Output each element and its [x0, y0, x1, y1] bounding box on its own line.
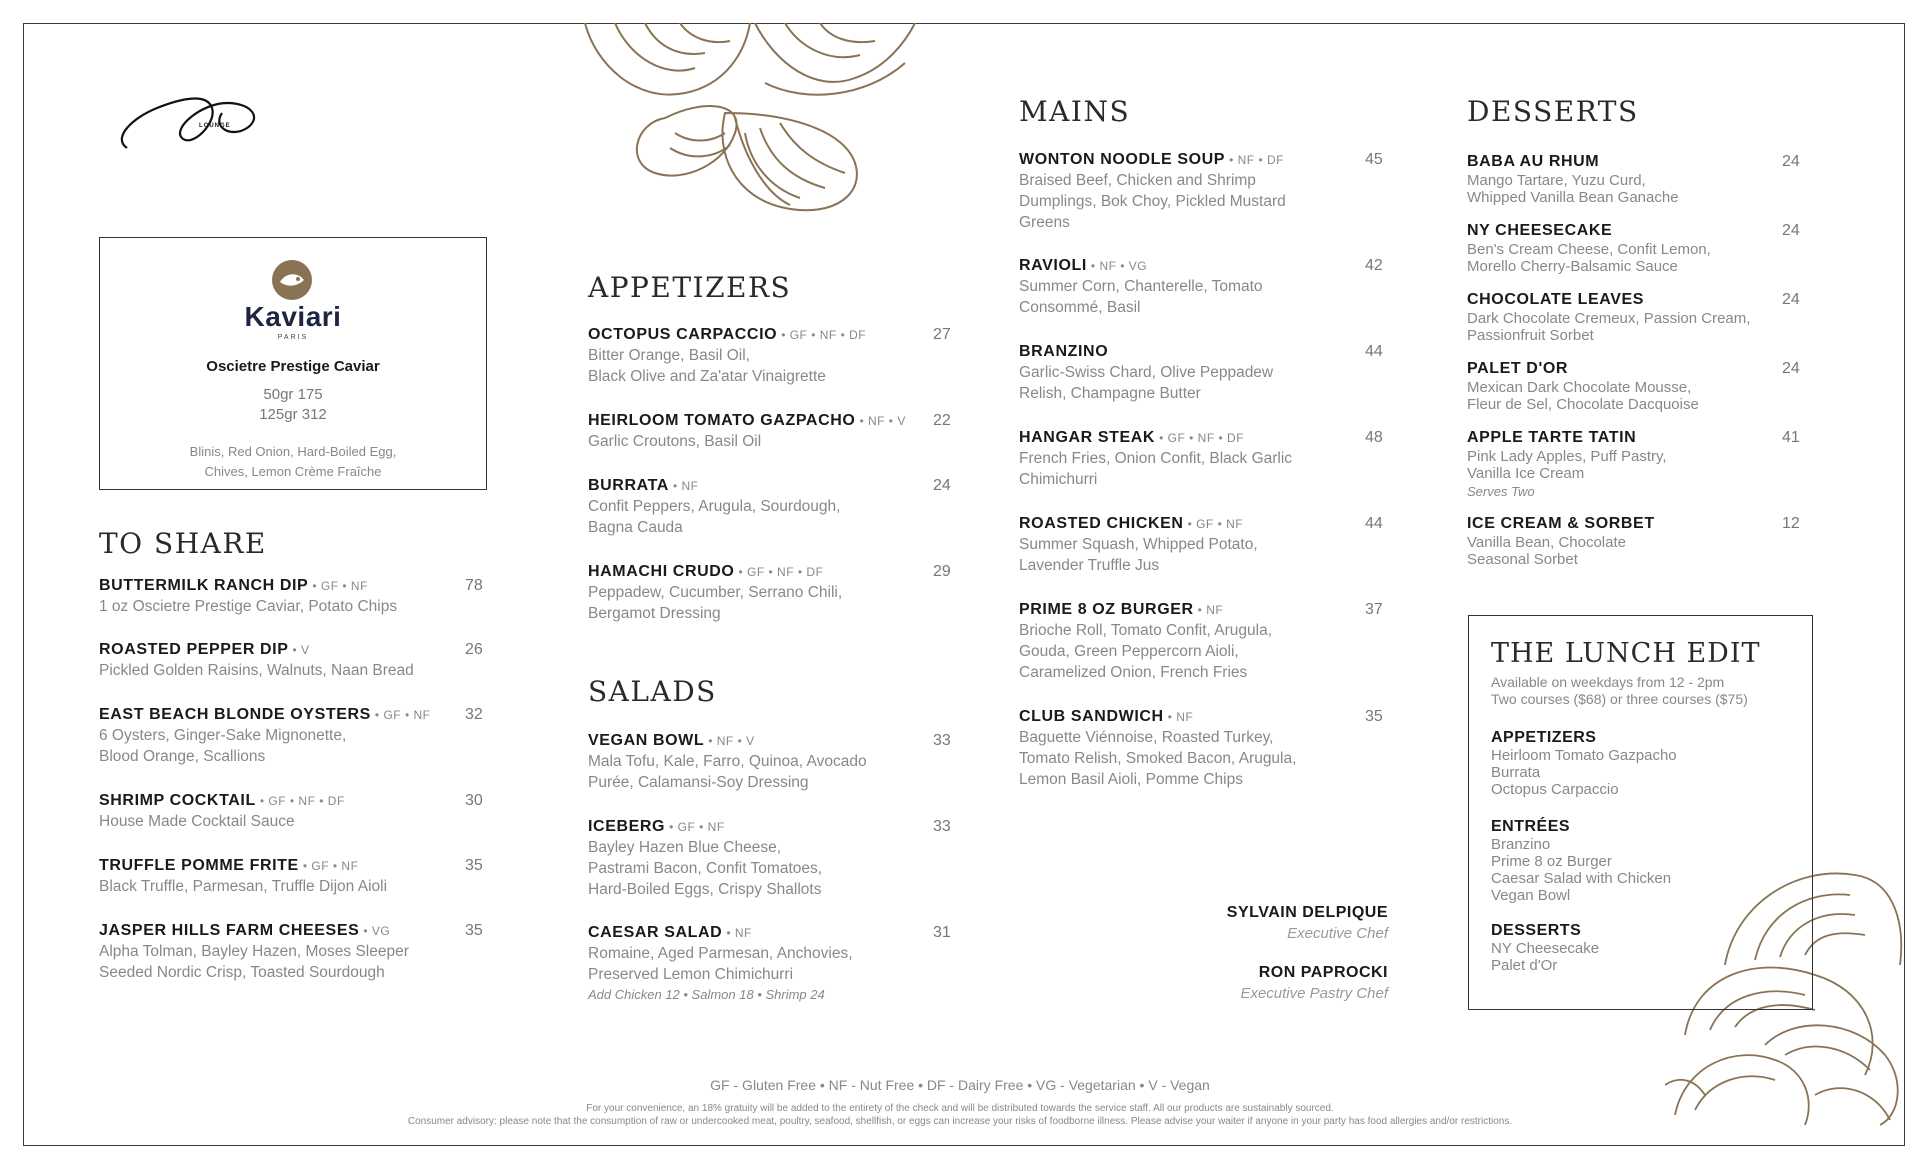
dietary-tags: • NF: [1167, 710, 1194, 724]
menu-item-name-row: [1019, 257, 1263, 275]
dietary-tags: • GF • NF: [312, 579, 368, 593]
menu-item: [1467, 515, 1800, 568]
lunch-entrees-heading: ENTRÉES: [1491, 818, 1571, 835]
caviar-title: Oscietre Prestige Caviar: [206, 358, 380, 375]
menu-item-description: French Fries, Onion Confit, Black Garlic Chimichurri: [1019, 450, 1293, 488]
chef-pastry: [1240, 964, 1388, 1002]
menu-item: [588, 563, 951, 624]
menu-item-name-row: [1019, 708, 1296, 726]
menu-item-name-row: [1019, 151, 1286, 169]
menu-item-name-row: [1019, 515, 1258, 533]
menu-item-description: Vanilla Bean, Chocolate Seasonal Sorbet: [1467, 534, 1626, 568]
menu-item-name: CAESAR SALAD: [588, 924, 723, 941]
menu-item: [1019, 515, 1383, 576]
appetizers-title: APPETIZERS: [588, 271, 792, 304]
lunch-desserts-heading: DESSERTS: [1491, 922, 1582, 939]
dietary-tags: • GF • NF: [669, 820, 725, 834]
menu-item-name: HAMACHI CRUDO: [588, 563, 735, 580]
menu-item-description: Pink Lady Apples, Puff Pastry, Vanilla Ice Cream: [1467, 448, 1667, 482]
dietary-legend: GF - Gluten Free • NF - Nut Free • DF - Dairy Free • VG - Vegetarian • V - Vegan: [710, 1077, 1210, 1093]
to-share-title: TO SHARE: [99, 527, 267, 560]
menu-item-note: Serves Two: [1467, 484, 1535, 499]
kaviari-brand: Kaviari: [244, 301, 342, 332]
menu-item: [1467, 360, 1800, 413]
menu-item-description: Garlic Croutons, Basil Oil: [588, 433, 762, 450]
menu-item-description: Garlic-Swiss Chard, Olive Peppadew Relish, Champagne Butter: [1019, 364, 1274, 402]
menu-item-price: 31: [933, 924, 951, 941]
menu-item-price: 48: [1365, 429, 1383, 446]
lunch-title: THE LUNCH EDIT: [1491, 638, 1761, 669]
dietary-tags: • GF • NF • DF: [738, 565, 824, 579]
menu-item-name-row: [588, 477, 840, 495]
menu-item-description: Mexican Dark Chocolate Mousse, Fleur de Sel, Chocolate Dacquoise: [1467, 379, 1699, 413]
chef-name: SYLVAIN DELPIQUE: [1226, 904, 1388, 921]
floral-illustration-top: [575, 23, 955, 243]
dietary-tags: • VG: [363, 924, 391, 938]
menu-item-price: 33: [933, 732, 951, 749]
dietary-tags: • NF • V: [859, 414, 906, 428]
menu-item-description: Ben's Cream Cheese, Confit Lemon, Morello Cherry-Balsamic Sauce: [1467, 241, 1711, 275]
dietary-tags: • GF • NF: [1187, 517, 1244, 531]
dietary-tags: • NF: [726, 926, 752, 940]
menu-item-price: 22: [933, 412, 951, 429]
menu-item: [1019, 601, 1383, 683]
menu-item-name-row: [588, 326, 866, 344]
menu-item-name: ROASTED CHICKEN: [1019, 515, 1184, 532]
mains-title: MAINS: [1019, 95, 1131, 128]
menu-item-name-row: [99, 706, 431, 724]
menu-item-price: 30: [465, 792, 483, 809]
gratuity-note: For your convenience, an 18% gratuity will be added to the entirety of the check and will be distributed towards the service staff. All our products are sustainably sourced.: [586, 1103, 1334, 1114]
caviar-card: [99, 237, 487, 490]
menu-item-price: 35: [465, 857, 483, 874]
menu-item-name: HEIRLOOM TOMATO GAZPACHO: [588, 412, 856, 429]
menu-item-description: 6 Oysters, Ginger-Sake Mignonette, Blood Orange, Scallions: [99, 727, 347, 765]
menu-item-price: 42: [1365, 257, 1383, 274]
menu-item-name: ICE CREAM & SORBET: [1467, 515, 1655, 532]
menu-item-name-row: [1467, 222, 1711, 240]
menu-item: [1019, 429, 1383, 490]
menu-item-name: EAST BEACH BLONDE OYSTERS: [99, 706, 371, 723]
dietary-tags: • NF: [672, 479, 699, 493]
menu-item-price: 37: [1365, 601, 1383, 618]
menu-item-description: Bitter Orange, Basil Oil, Black Olive and Za'atar Vinaigrette: [588, 347, 826, 385]
menu-item: [588, 477, 951, 538]
menu-item: [1467, 429, 1800, 499]
desserts-title: DESSERTS: [1467, 95, 1639, 128]
menu-item-description: Romaine, Aged Parmesan, Anchovies, Preserved Lemon Chimichurri: [588, 945, 853, 983]
consumer-advisory: Consumer advisory: please note that the consumption of raw or undercooked meat, poultry, seafood, shellfish, or eggs can increase your risks of foodborne illness. Please advise your waiter if anyone in your party has food allergies and/or restrictions.: [407, 1116, 1513, 1127]
menu-item-name-row: [99, 857, 387, 875]
menu-item-price: 33: [933, 818, 951, 835]
menu-item: [588, 732, 951, 793]
caviar-size-125: 125gr 312: [259, 406, 327, 423]
menu-item-name-row: [99, 641, 414, 659]
menu-item-price: 12: [1782, 515, 1800, 532]
menu-item: [1019, 708, 1383, 790]
menu-item-price: 26: [465, 641, 483, 658]
lunch-availability: Available on weekdays from 12 - 2pm: [1491, 674, 1725, 690]
menu-item-name: HANGAR STEAK: [1019, 429, 1156, 446]
dietary-tags: • GF • NF • DF: [259, 794, 345, 808]
menu-item-description: Brioche Roll, Tomato Confit, Arugula, Gouda, Green Peppercorn Aioli, Caramelized Onion, French Fries: [1019, 622, 1273, 681]
menu-item-name: JASPER HILLS FARM CHEESES: [99, 922, 360, 939]
menu-item-name-row: [588, 563, 842, 581]
menu-item: [1467, 153, 1800, 206]
menu-item-name: RAVIOLI: [1019, 257, 1087, 274]
menu-item: [588, 818, 951, 900]
menu-item-name-row: [1467, 291, 1750, 309]
menu-item-price: 24: [1782, 153, 1800, 170]
lunch-entrees-list: Branzino Prime 8 oz Burger Caesar Salad with Chicken Vegan Bowl: [1491, 836, 1672, 904]
menu-item: [1019, 151, 1383, 233]
menu-item-name: PRIME 8 OZ BURGER: [1019, 601, 1194, 618]
menu-item: [1019, 257, 1383, 318]
menu-item-name-row: [1019, 601, 1272, 619]
menu-item: [99, 641, 483, 681]
caviar-size-50: 50gr 175: [263, 386, 323, 403]
menu-item-name-row: [1019, 429, 1292, 447]
dietary-tags: • NF • DF: [1229, 153, 1284, 167]
menu-item-description: Braised Beef, Chicken and Shrimp Dumplings, Bok Choy, Pickled Mustard Greens: [1019, 172, 1286, 231]
menu-item-description: Confit Peppers, Arugula, Sourdough, Bagna Cauda: [588, 498, 841, 536]
menu-item-name-row: [1467, 153, 1679, 171]
menu-item-description: Black Truffle, Parmesan, Truffle Dijon Aioli: [99, 878, 388, 895]
menu-item-name-row: [1467, 515, 1655, 533]
menu-item-name-row: [99, 792, 345, 810]
menu-item-price: 78: [465, 577, 483, 594]
menu-item-description: Dark Chocolate Cremeux, Passion Cream, Passionfruit Sorbet: [1467, 310, 1751, 344]
dietary-tags: • GF • NF • DF: [781, 328, 867, 342]
menu-item-name: BURRATA: [588, 477, 669, 494]
menu-item-name-row: [1467, 429, 1667, 447]
dietary-tags: • NF: [1197, 603, 1224, 617]
menu-item-description: Pickled Golden Raisins, Walnuts, Naan Bread: [99, 662, 414, 679]
logo-label: LOUNGE: [199, 123, 231, 129]
menu-item-name: SHRIMP COCKTAIL: [99, 792, 256, 809]
chef-title: Executive Pastry Chef: [1240, 985, 1388, 1002]
menu-item-name-row: [588, 924, 853, 942]
menu-item-price: 32: [465, 706, 483, 723]
caviar-desc-1: Blinis, Red Onion, Hard-Boiled Egg,: [189, 444, 397, 459]
menu-item-name: BABA AU RHUM: [1467, 153, 1600, 170]
lounge-logo: [112, 78, 292, 158]
menu-item-name: BUTTERMILK RANCH DIP: [99, 577, 309, 594]
menu-item-name: ROASTED PEPPER DIP: [99, 641, 289, 658]
menu-item-price: 24: [1782, 291, 1800, 308]
menu-item-name-row: [99, 922, 409, 940]
menu-item-name: VEGAN BOWL: [588, 732, 705, 749]
chef-name: RON PAPROCKI: [1258, 964, 1388, 981]
menu-item-price: 29: [933, 563, 951, 580]
menu-item-description: House Made Cocktail Sauce: [99, 813, 295, 830]
lunch-desserts-list: NY Cheesecake Palet d'Or: [1491, 940, 1600, 974]
menu-item-name: WONTON NOODLE SOUP: [1019, 151, 1226, 168]
chef-title: Executive Chef: [1287, 925, 1388, 942]
menu-item-description: Baguette Viénnoise, Roasted Turkey, Tomato Relish, Smoked Bacon, Arugula, Lemon Basil Aioli, Pomme Chips: [1019, 729, 1297, 788]
menu-item-name: CHOCOLATE LEAVES: [1467, 291, 1645, 308]
menu-item-name: TRUFFLE POMME FRITE: [99, 857, 299, 874]
dietary-tags: • V: [292, 643, 310, 657]
menu-item-name-row: [588, 818, 822, 836]
menu-item: [99, 577, 483, 617]
menu-item-description: Alpha Tolman, Bayley Hazen, Moses Sleeper Seeded Nordic Crisp, Toasted Sourdough: [99, 943, 409, 981]
dietary-tags: • GF • NF: [374, 708, 431, 722]
menu-item-price: 24: [933, 477, 951, 494]
lunch-edit-card: [1468, 615, 1813, 1010]
menu-item-name: NY CHEESECAKE: [1467, 222, 1613, 239]
menu-item-price: 24: [1782, 360, 1800, 377]
menu-item-name-row: [588, 732, 867, 750]
menu-item-price: 45: [1365, 151, 1383, 168]
menu-item: [99, 857, 483, 897]
menu-item-price: 44: [1365, 343, 1383, 360]
menu-item-description: Mala Tofu, Kale, Farro, Quinoa, Avocado Purée, Calamansi-Soy Dressing: [588, 753, 867, 791]
menu-item: [1467, 222, 1800, 275]
menu-item-price: 35: [1365, 708, 1383, 725]
menu-item-price: 27: [933, 326, 951, 343]
menu-item-description: Bayley Hazen Blue Cheese, Pastrami Bacon, Confit Tomatoes, Hard-Boiled Eggs, Crispy Shallots: [588, 839, 823, 898]
menu-item: [99, 706, 483, 767]
menu-item-name-row: [99, 577, 397, 595]
salads-title: SALADS: [588, 675, 717, 708]
menu-item-description: 1 oz Oscietre Prestige Caviar, Potato Chips: [99, 598, 398, 615]
menu-item: [99, 922, 483, 983]
lunch-pricing: Two courses ($68) or three courses ($75): [1491, 691, 1748, 707]
menu-item: [99, 792, 483, 832]
lunch-appetizers-list: Heirloom Tomato Gazpacho Burrata Octopus Carpaccio: [1491, 747, 1677, 798]
menu-item-name-row: [1467, 360, 1699, 378]
menu-item-note: Add Chicken 12 • Salmon 18 • Shrimp 24: [588, 987, 825, 1002]
menu-item-name: BRANZINO: [1019, 343, 1109, 360]
caviar-desc-2: Chives, Lemon Crème Fraîche: [204, 464, 382, 479]
menu-item: [1467, 291, 1800, 344]
menu-item-price: 41: [1782, 429, 1800, 446]
lunch-appetizers-heading: APPETIZERS: [1491, 729, 1597, 746]
menu-item-description: Mango Tartare, Yuzu Curd, Whipped Vanilla Bean Ganache: [1467, 172, 1679, 206]
dietary-tags: • NF • V: [708, 734, 755, 748]
menu-item-name-row: [1019, 343, 1273, 361]
dietary-tags: • GF • NF • DF: [1159, 431, 1245, 445]
dietary-tags: • NF • VG: [1090, 259, 1148, 273]
menu-item-name: PALET D'OR: [1467, 360, 1569, 377]
menu-item-price: 24: [1782, 222, 1800, 239]
menu-item: [588, 412, 951, 452]
menu-item-name: OCTOPUS CARPACCIO: [588, 326, 778, 343]
menu-item: [1019, 343, 1383, 404]
menu-item-name: APPLE TARTE TATIN: [1467, 429, 1637, 446]
menu-item-name: ICEBERG: [588, 818, 666, 835]
menu-item-price: 44: [1365, 515, 1383, 532]
chef-executive: [1227, 904, 1388, 942]
menu-item-description: Summer Corn, Chanterelle, Tomato Consommé, Basil: [1019, 278, 1263, 316]
menu-item: [588, 924, 951, 1002]
dietary-tags: • GF • NF: [302, 859, 359, 873]
menu-item-price: 35: [465, 922, 483, 939]
kaviari-fish-icon: [270, 258, 314, 302]
menu-item-name: CLUB SANDWICH: [1019, 708, 1164, 725]
menu-item: [588, 326, 951, 387]
menu-item-name-row: [588, 412, 906, 430]
menu-item-description: Peppadew, Cucumber, Serrano Chili, Bergamot Dressing: [588, 584, 843, 622]
kaviari-brand-sub: PARIS: [277, 334, 309, 341]
menu-item-description: Summer Squash, Whipped Potato, Lavender Truffle Jus: [1019, 536, 1258, 574]
